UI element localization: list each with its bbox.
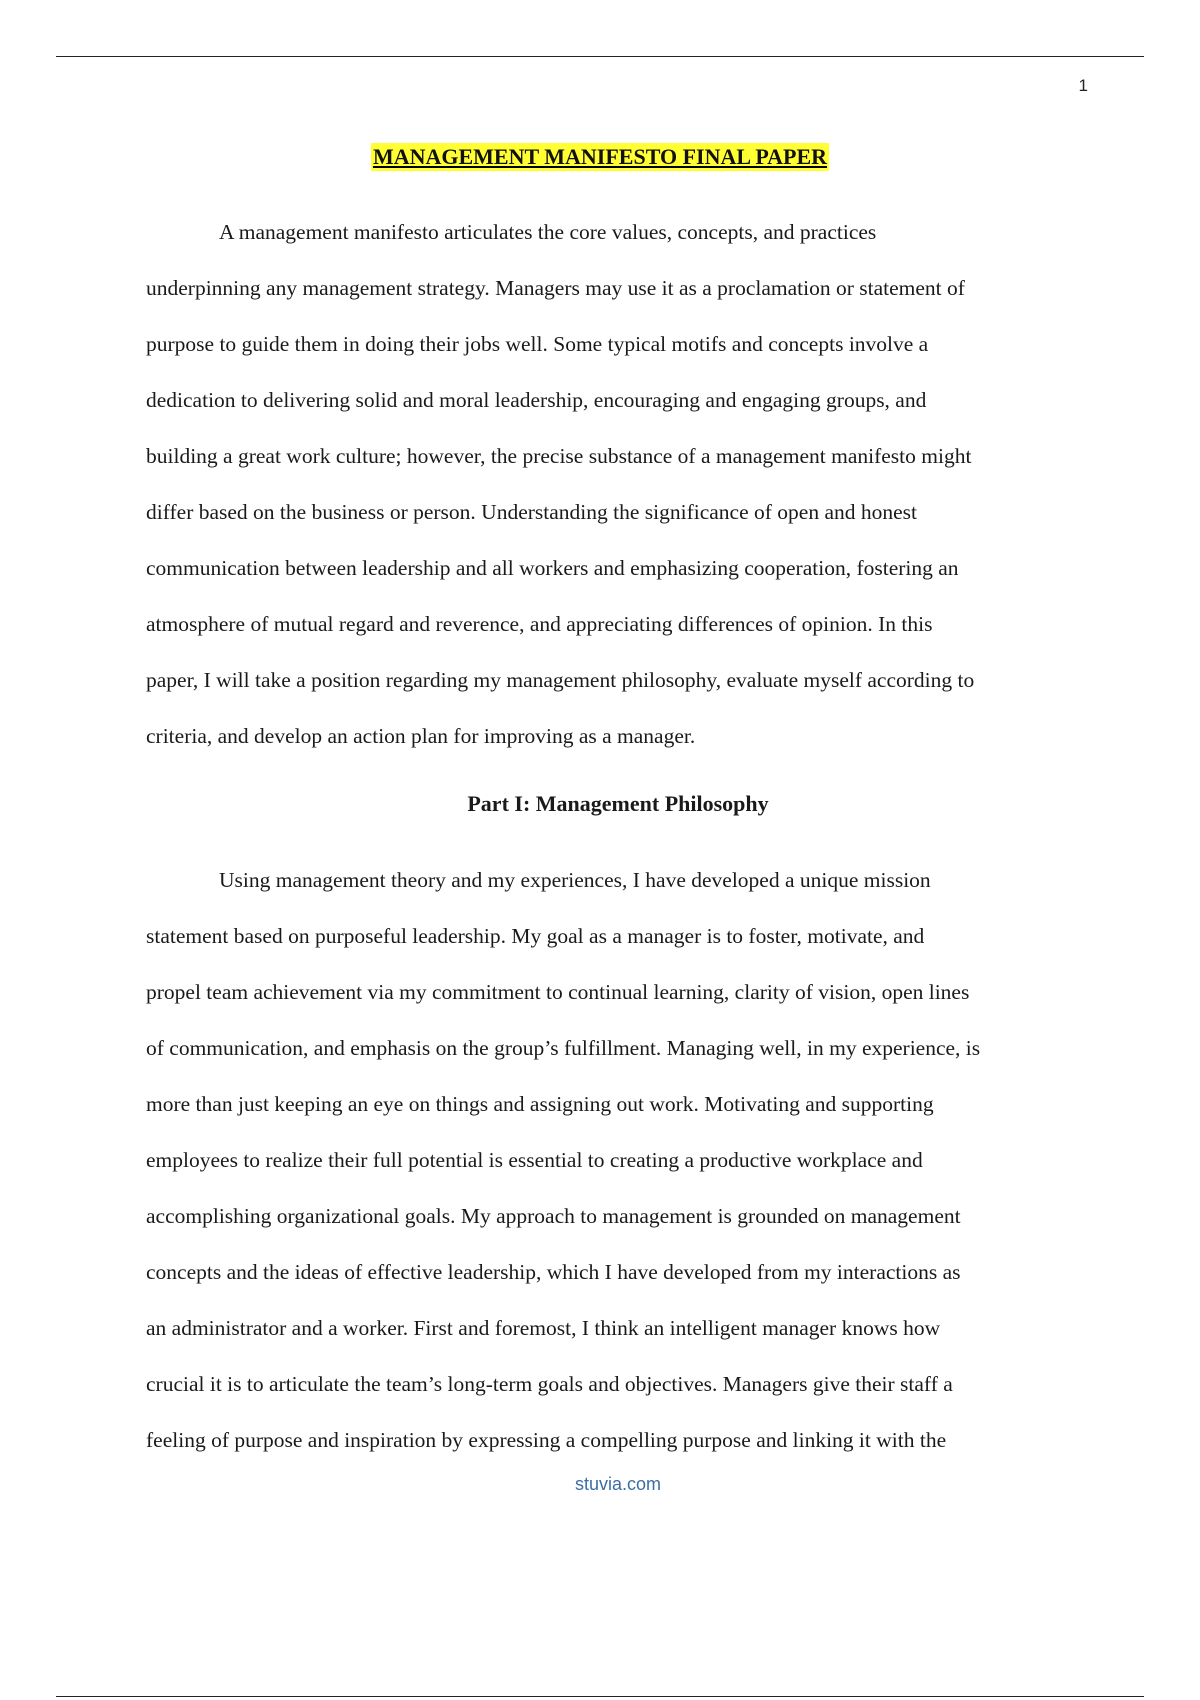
paragraph-line: concepts and the ideas of effective leadership, which I have developed from my interactions as	[146, 1260, 961, 1284]
philosophy-paragraph	[146, 852, 1096, 1468]
paragraph-line: A management manifesto articulates the core values, concepts, and practices	[219, 220, 877, 244]
paragraph-line: accomplishing organizational goals. My approach to management is grounded on management	[146, 1204, 961, 1228]
document-title: MANAGEMENT MANIFESTO FINAL PAPER	[372, 144, 828, 169]
stuvia-watermark-link[interactable]: stuvia.com	[574, 1474, 662, 1494]
paragraph-line: feeling of purpose and inspiration by expressing a compelling purpose and linking it with the	[146, 1428, 947, 1452]
footer-rule	[56, 1696, 1144, 1697]
paragraph-line: of communication, and emphasis on the group’s fulfillment. Managing well, in my experience, is	[146, 1036, 981, 1060]
paragraph-line: employees to realize their full potential is essential to creating a productive workplace and	[146, 1148, 923, 1172]
paragraph-line: differ based on the business or person. Understanding the significance of open and honest	[146, 500, 918, 524]
paragraph-line: criteria, and develop an action plan for improving as a manager.	[146, 724, 696, 748]
intro-paragraph	[146, 204, 1096, 764]
section-heading: Part I: Management Philosophy	[467, 791, 769, 816]
paragraph-line: purpose to guide them in doing their jobs well. Some typical motifs and concepts involve a	[146, 332, 929, 356]
title-container	[0, 143, 1200, 171]
paragraph-line: propel team achievement via my commitment to continual learning, clarity of vision, open lines	[146, 980, 970, 1004]
page-number: 1	[1078, 76, 1088, 95]
paragraph-line: underpinning any management strategy. Managers may use it as a proclamation or statement of	[146, 276, 965, 300]
paragraph-line: dedication to delivering solid and moral leadership, encouraging and engaging groups, and	[146, 388, 927, 412]
header-rule	[56, 56, 1144, 57]
paragraph-line: more than just keeping an eye on things and assigning out work. Motivating and supporting	[146, 1092, 934, 1116]
paragraph-line: crucial it is to articulate the team’s long-term goals and objectives. Managers give their staff a	[146, 1372, 953, 1396]
paragraph-line: atmosphere of mutual regard and reverence, and appreciating differences of opinion. In this	[146, 612, 933, 636]
paragraph-line: communication between leadership and all workers and emphasizing cooperation, fostering an	[146, 556, 959, 580]
paragraph-line: building a great work culture; however, the precise substance of a management manifesto might	[146, 444, 972, 468]
paragraph-line: statement based on purposeful leadership. My goal as a manager is to foster, motivate, and	[146, 924, 925, 948]
paragraph-line: an administrator and a worker. First and foremost, I think an intelligent manager knows how	[146, 1316, 941, 1340]
paragraph-line: paper, I will take a position regarding my management philosophy, evaluate myself according to	[146, 668, 975, 692]
paragraph-line: Using management theory and my experiences, I have developed a unique mission	[219, 868, 931, 892]
